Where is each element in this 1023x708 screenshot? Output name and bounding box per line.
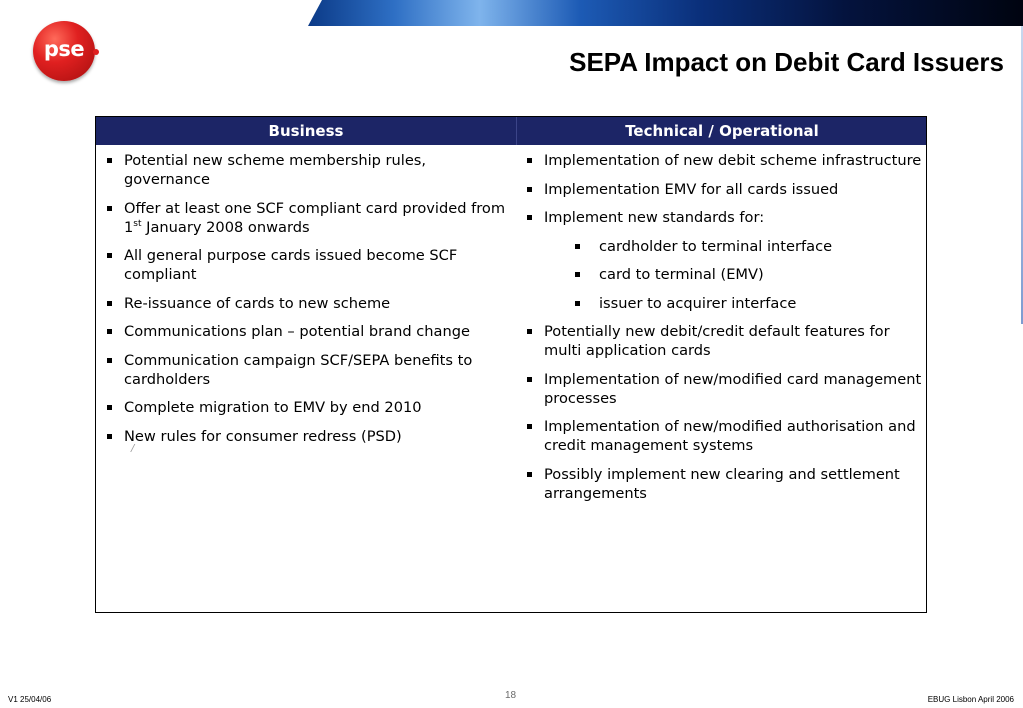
- top-banner: [308, 0, 1023, 26]
- square-bullet-icon: [107, 158, 112, 163]
- square-bullet-icon: [107, 206, 112, 211]
- list-item: Implementation of new/modified card management processes: [524, 370, 922, 408]
- footer-version: V1 25/04/06: [8, 695, 52, 704]
- list-item: Potentially new debit/credit default features for multi application cards: [524, 322, 922, 360]
- footer-event: EBUG Lisbon April 2006: [927, 695, 1014, 704]
- square-bullet-icon: [107, 253, 112, 258]
- square-bullet-icon: [527, 472, 532, 477]
- square-bullet-icon: [527, 215, 532, 220]
- square-bullet-icon: [107, 301, 112, 306]
- header-business: Business: [96, 117, 517, 145]
- square-bullet-icon: [527, 187, 532, 192]
- technical-list: [524, 151, 922, 503]
- table-header: [96, 117, 926, 145]
- square-bullet-icon: [107, 329, 112, 334]
- list-item: All general purpose cards issued become SCF compliant: [104, 246, 514, 284]
- square-bullet-icon: [527, 329, 532, 334]
- list-item: Communications plan – potential brand change: [104, 322, 514, 341]
- list-item: Implementation EMV for all cards issued: [524, 180, 922, 199]
- list-item: Complete migration to EMV by end 2010: [104, 398, 514, 417]
- sub-list-item: issuer to acquirer interface: [524, 294, 922, 313]
- sub-list-item: card to terminal (EMV): [524, 265, 922, 284]
- square-bullet-icon: [107, 358, 112, 363]
- square-bullet-icon: [575, 272, 580, 277]
- table-body: [96, 145, 926, 612]
- business-list: [104, 151, 514, 446]
- square-bullet-icon: [107, 405, 112, 410]
- square-bullet-icon: [575, 244, 580, 249]
- pse-logo: [33, 21, 95, 81]
- logo-dot: [93, 49, 99, 55]
- list-item: Re-issuance of cards to new scheme: [104, 294, 514, 313]
- list-item: Possibly implement new clearing and settlement arrangements: [524, 465, 922, 503]
- logo-text: pse: [43, 37, 85, 61]
- list-item: New rules for consumer redress (PSD): [104, 427, 514, 446]
- list-item: Implementation of new/modified authorisation and credit management systems: [524, 417, 922, 455]
- header-technical: Technical / Operational: [625, 122, 819, 140]
- list-item: Offer at least one SCF compliant card provided from 1st January 2008 onwards: [104, 199, 514, 237]
- business-column: [104, 151, 514, 455]
- stray-mark: /: [131, 443, 135, 454]
- square-bullet-icon: [527, 158, 532, 163]
- page-number: 18: [505, 690, 517, 701]
- list-item: Communication campaign SCF/SEPA benefits to cardholders: [104, 351, 514, 389]
- slide-title: SEPA Impact on Debit Card Issuers: [569, 47, 1004, 77]
- sub-list-item: cardholder to terminal interface: [524, 237, 922, 256]
- list-item: Potential new scheme membership rules, governance: [104, 151, 514, 189]
- list-item: Implement new standards for:: [524, 208, 922, 227]
- square-bullet-icon: [527, 377, 532, 382]
- technical-column: [524, 151, 922, 512]
- square-bullet-icon: [107, 434, 112, 439]
- square-bullet-icon: [575, 301, 580, 306]
- list-item: Implementation of new debit scheme infrastructure: [524, 151, 922, 170]
- square-bullet-icon: [527, 424, 532, 429]
- impact-table: [95, 116, 927, 613]
